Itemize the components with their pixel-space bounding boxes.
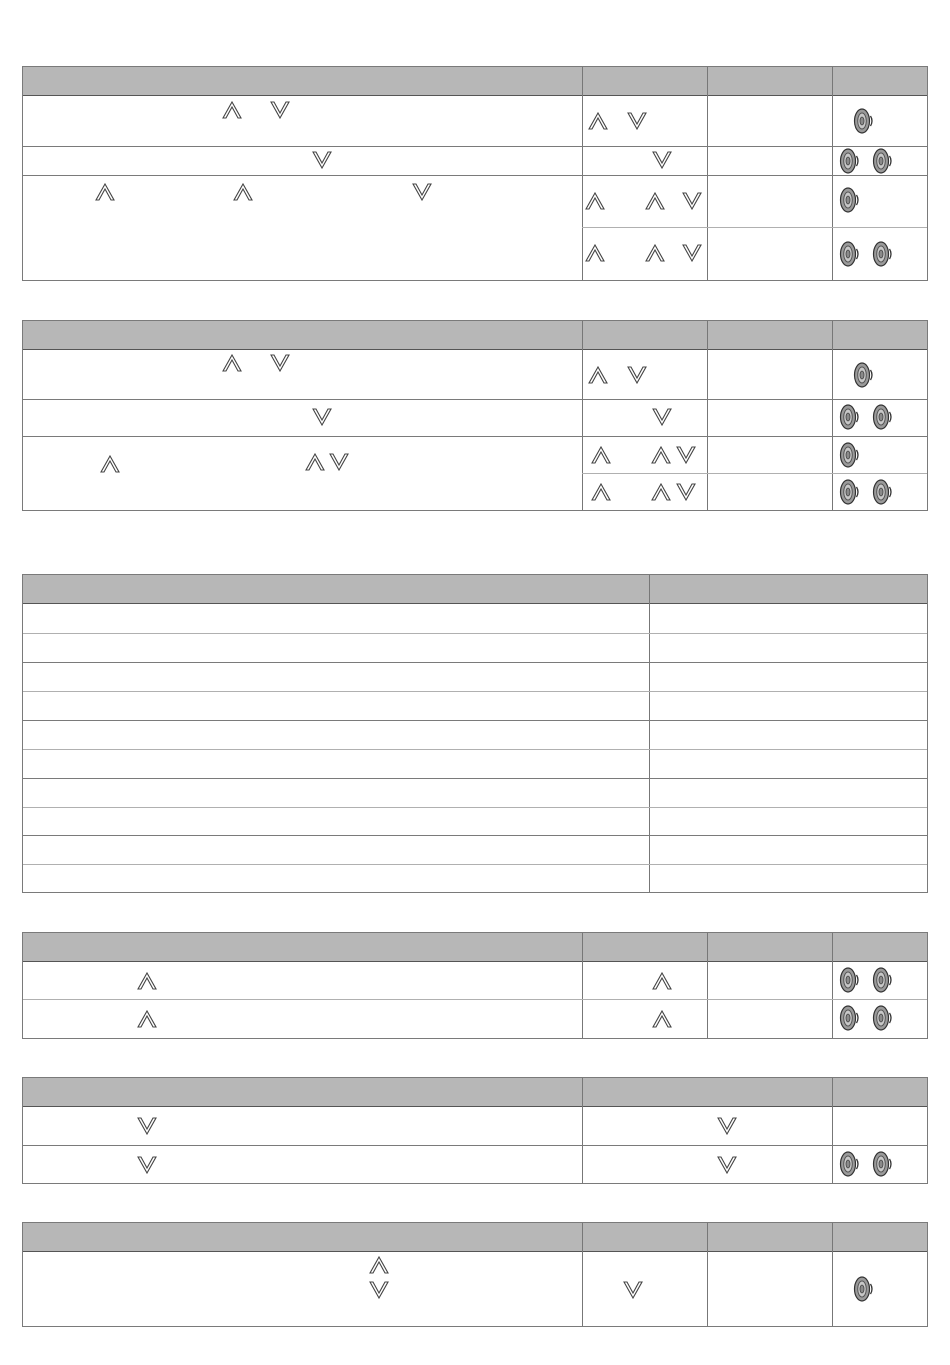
table-header (23, 575, 927, 604)
chevron-up-icon (591, 446, 611, 464)
chevron-down-icon (137, 1156, 157, 1174)
table-1 (22, 66, 928, 281)
speaker-icon (839, 147, 861, 175)
chevron-up-icon (100, 455, 120, 473)
chevron-down-icon (717, 1156, 737, 1174)
chevron-down-icon (329, 453, 349, 471)
speaker-icon (872, 403, 894, 431)
chevron-down-icon (312, 408, 332, 426)
speaker-icon (853, 361, 875, 389)
chevron-up-icon (645, 244, 665, 262)
table-header (23, 321, 927, 350)
table-5 (22, 1077, 928, 1184)
chevron-down-icon (676, 483, 696, 501)
table-header (23, 933, 927, 962)
speaker-icon (853, 107, 875, 135)
table-2 (22, 320, 928, 511)
speaker-icon (839, 1150, 861, 1178)
speaker-icon (872, 147, 894, 175)
chevron-up-icon (652, 1010, 672, 1028)
speaker-icon (839, 441, 861, 469)
table-header (23, 1078, 927, 1107)
speaker-icon (839, 478, 861, 506)
chevron-up-icon (222, 101, 242, 119)
chevron-down-icon (627, 112, 647, 130)
chevron-up-icon (233, 183, 253, 201)
table-header (23, 1223, 927, 1252)
chevron-down-icon (270, 101, 290, 119)
table-3 (22, 574, 928, 893)
speaker-icon (839, 403, 861, 431)
table-header (23, 67, 927, 96)
chevron-up-icon (588, 366, 608, 384)
speaker-icon (872, 478, 894, 506)
chevron-up-icon (652, 972, 672, 990)
chevron-up-icon (588, 112, 608, 130)
chevron-up-icon (591, 483, 611, 501)
chevron-down-icon (412, 183, 432, 201)
speaker-icon (839, 966, 861, 994)
chevron-down-icon (137, 1117, 157, 1135)
chevron-down-icon (270, 354, 290, 372)
speaker-icon (839, 240, 861, 268)
chevron-down-icon (682, 244, 702, 262)
chevron-up-icon (95, 183, 115, 201)
speaker-icon (872, 1150, 894, 1178)
speaker-icon (839, 1004, 861, 1032)
chevron-down-icon (676, 446, 696, 464)
speaker-icon (839, 186, 861, 214)
speaker-icon (872, 1004, 894, 1032)
speaker-icon (872, 240, 894, 268)
chevron-down-icon (369, 1281, 389, 1299)
chevron-down-icon (312, 151, 332, 169)
chevron-down-icon (717, 1117, 737, 1135)
speaker-icon (853, 1275, 875, 1303)
table-6 (22, 1222, 928, 1327)
chevron-up-icon (651, 483, 671, 501)
chevron-down-icon (682, 192, 702, 210)
chevron-up-icon (305, 453, 325, 471)
table-4 (22, 932, 928, 1039)
chevron-up-icon (137, 1010, 157, 1028)
chevron-up-icon (645, 192, 665, 210)
chevron-up-icon (585, 244, 605, 262)
chevron-up-icon (585, 192, 605, 210)
speaker-icon (872, 966, 894, 994)
chevron-down-icon (652, 151, 672, 169)
chevron-up-icon (369, 1256, 389, 1274)
chevron-down-icon (627, 366, 647, 384)
chevron-up-icon (651, 446, 671, 464)
chevron-down-icon (652, 408, 672, 426)
chevron-up-icon (137, 972, 157, 990)
chevron-down-icon (623, 1281, 643, 1299)
chevron-up-icon (222, 354, 242, 372)
